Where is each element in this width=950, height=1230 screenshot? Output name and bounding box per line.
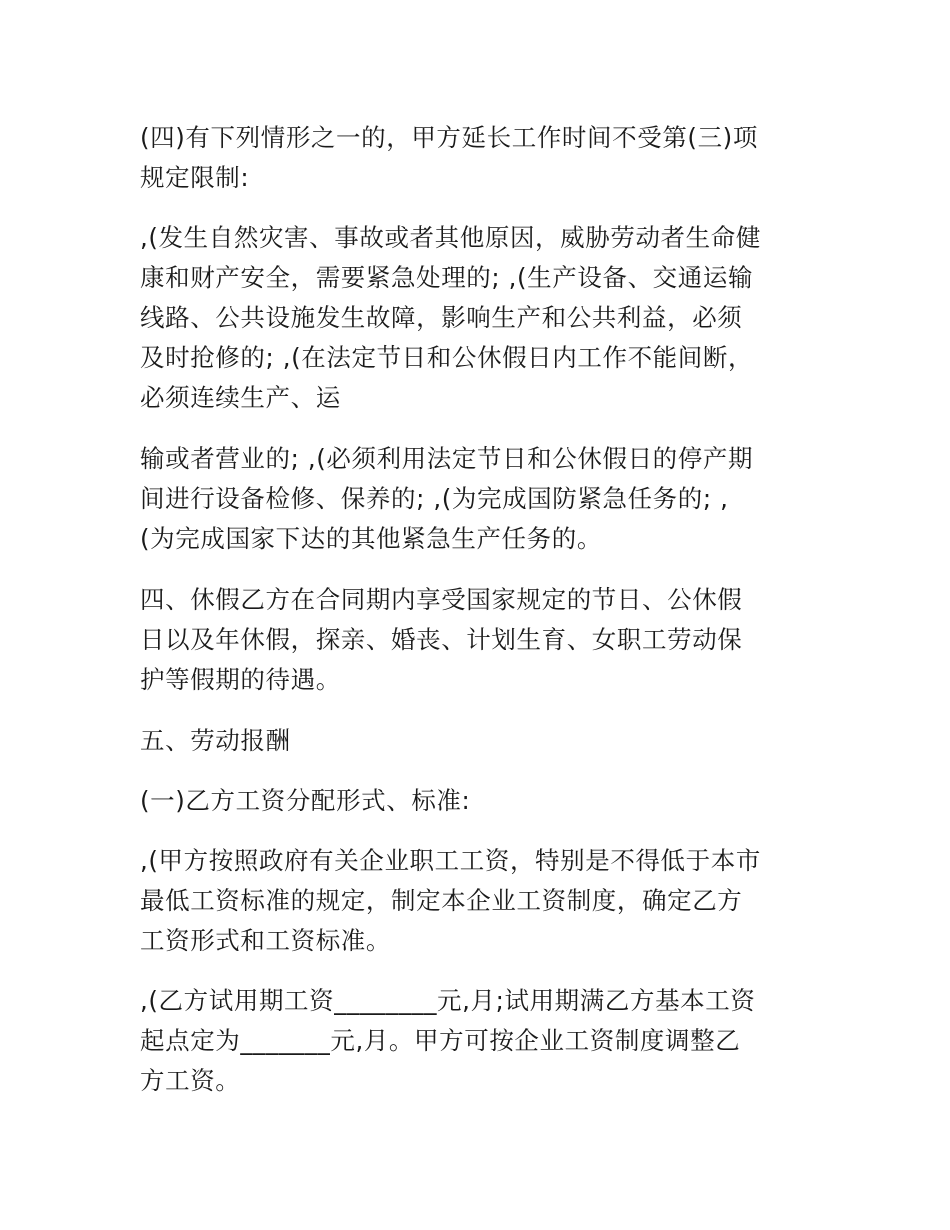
text-line: (四)有下列情形之一的，甲方延长工作时间不受第(三)项 bbox=[140, 123, 758, 152]
paragraph-probation-wage bbox=[140, 981, 820, 1101]
text-line: (一)乙方工资分配形式、标准: bbox=[140, 786, 471, 815]
section-heading-remuneration bbox=[140, 721, 820, 761]
text-line: 必须连续生产、运 bbox=[140, 383, 341, 412]
text-line: 五、劳动报酬 bbox=[140, 726, 291, 755]
text-line: 起点定为_______元,月。甲方可按企业工资制度调整乙 bbox=[140, 1026, 741, 1055]
subheading-wage-form bbox=[140, 781, 820, 821]
paragraph-vacation bbox=[140, 580, 820, 700]
text-line: ,(乙方试用期工资________元,月;试用期满乙方基本工资 bbox=[140, 986, 756, 1015]
text-line: 间进行设备检修、保养的; ,(为完成国防紧急任务的; , bbox=[140, 484, 729, 513]
text-line: 护等假期的待遇。 bbox=[140, 665, 341, 694]
text-line: ,(甲方按照政府有关企业职工工资，特别是不得低于本市 bbox=[140, 846, 761, 875]
paragraph-overtime-exceptions bbox=[140, 118, 820, 198]
paragraph-emergency-cases bbox=[140, 218, 820, 418]
text-line: (为完成国家下达的其他紧急生产任务的。 bbox=[140, 524, 602, 553]
text-line: ,(发生自然灾害、事故或者其他原因，威胁劳动者生命健 bbox=[140, 223, 761, 252]
text-line: 线路、公共设施发生故障，影响生产和公共利益，必须 bbox=[140, 303, 743, 332]
text-line: 方工资。 bbox=[140, 1066, 241, 1095]
text-line: 最低工资标准的规定，制定本企业工资制度，确定乙方 bbox=[140, 886, 743, 915]
text-line: 输或者营业的; ,(必须利用法定节日和公休假日的停产期 bbox=[140, 444, 754, 473]
text-line: 日以及年休假，探亲、婚丧、计划生育、女职工劳动保 bbox=[140, 625, 743, 654]
text-line: 及时抢修的; ,(在法定节日和公休假日内工作不能间断， bbox=[140, 343, 754, 372]
text-line: 四、休假乙方在合同期内享受国家规定的节日、公休假 bbox=[140, 585, 743, 614]
paragraph-wage-policy bbox=[140, 841, 820, 961]
text-line: 康和财产安全，需要紧急处理的; ,(生产设备、交通运输 bbox=[140, 263, 754, 292]
text-line: 工资形式和工资标准。 bbox=[140, 926, 391, 955]
paragraph-holiday-cases bbox=[140, 439, 820, 559]
text-line: 规定限制: bbox=[140, 163, 250, 192]
